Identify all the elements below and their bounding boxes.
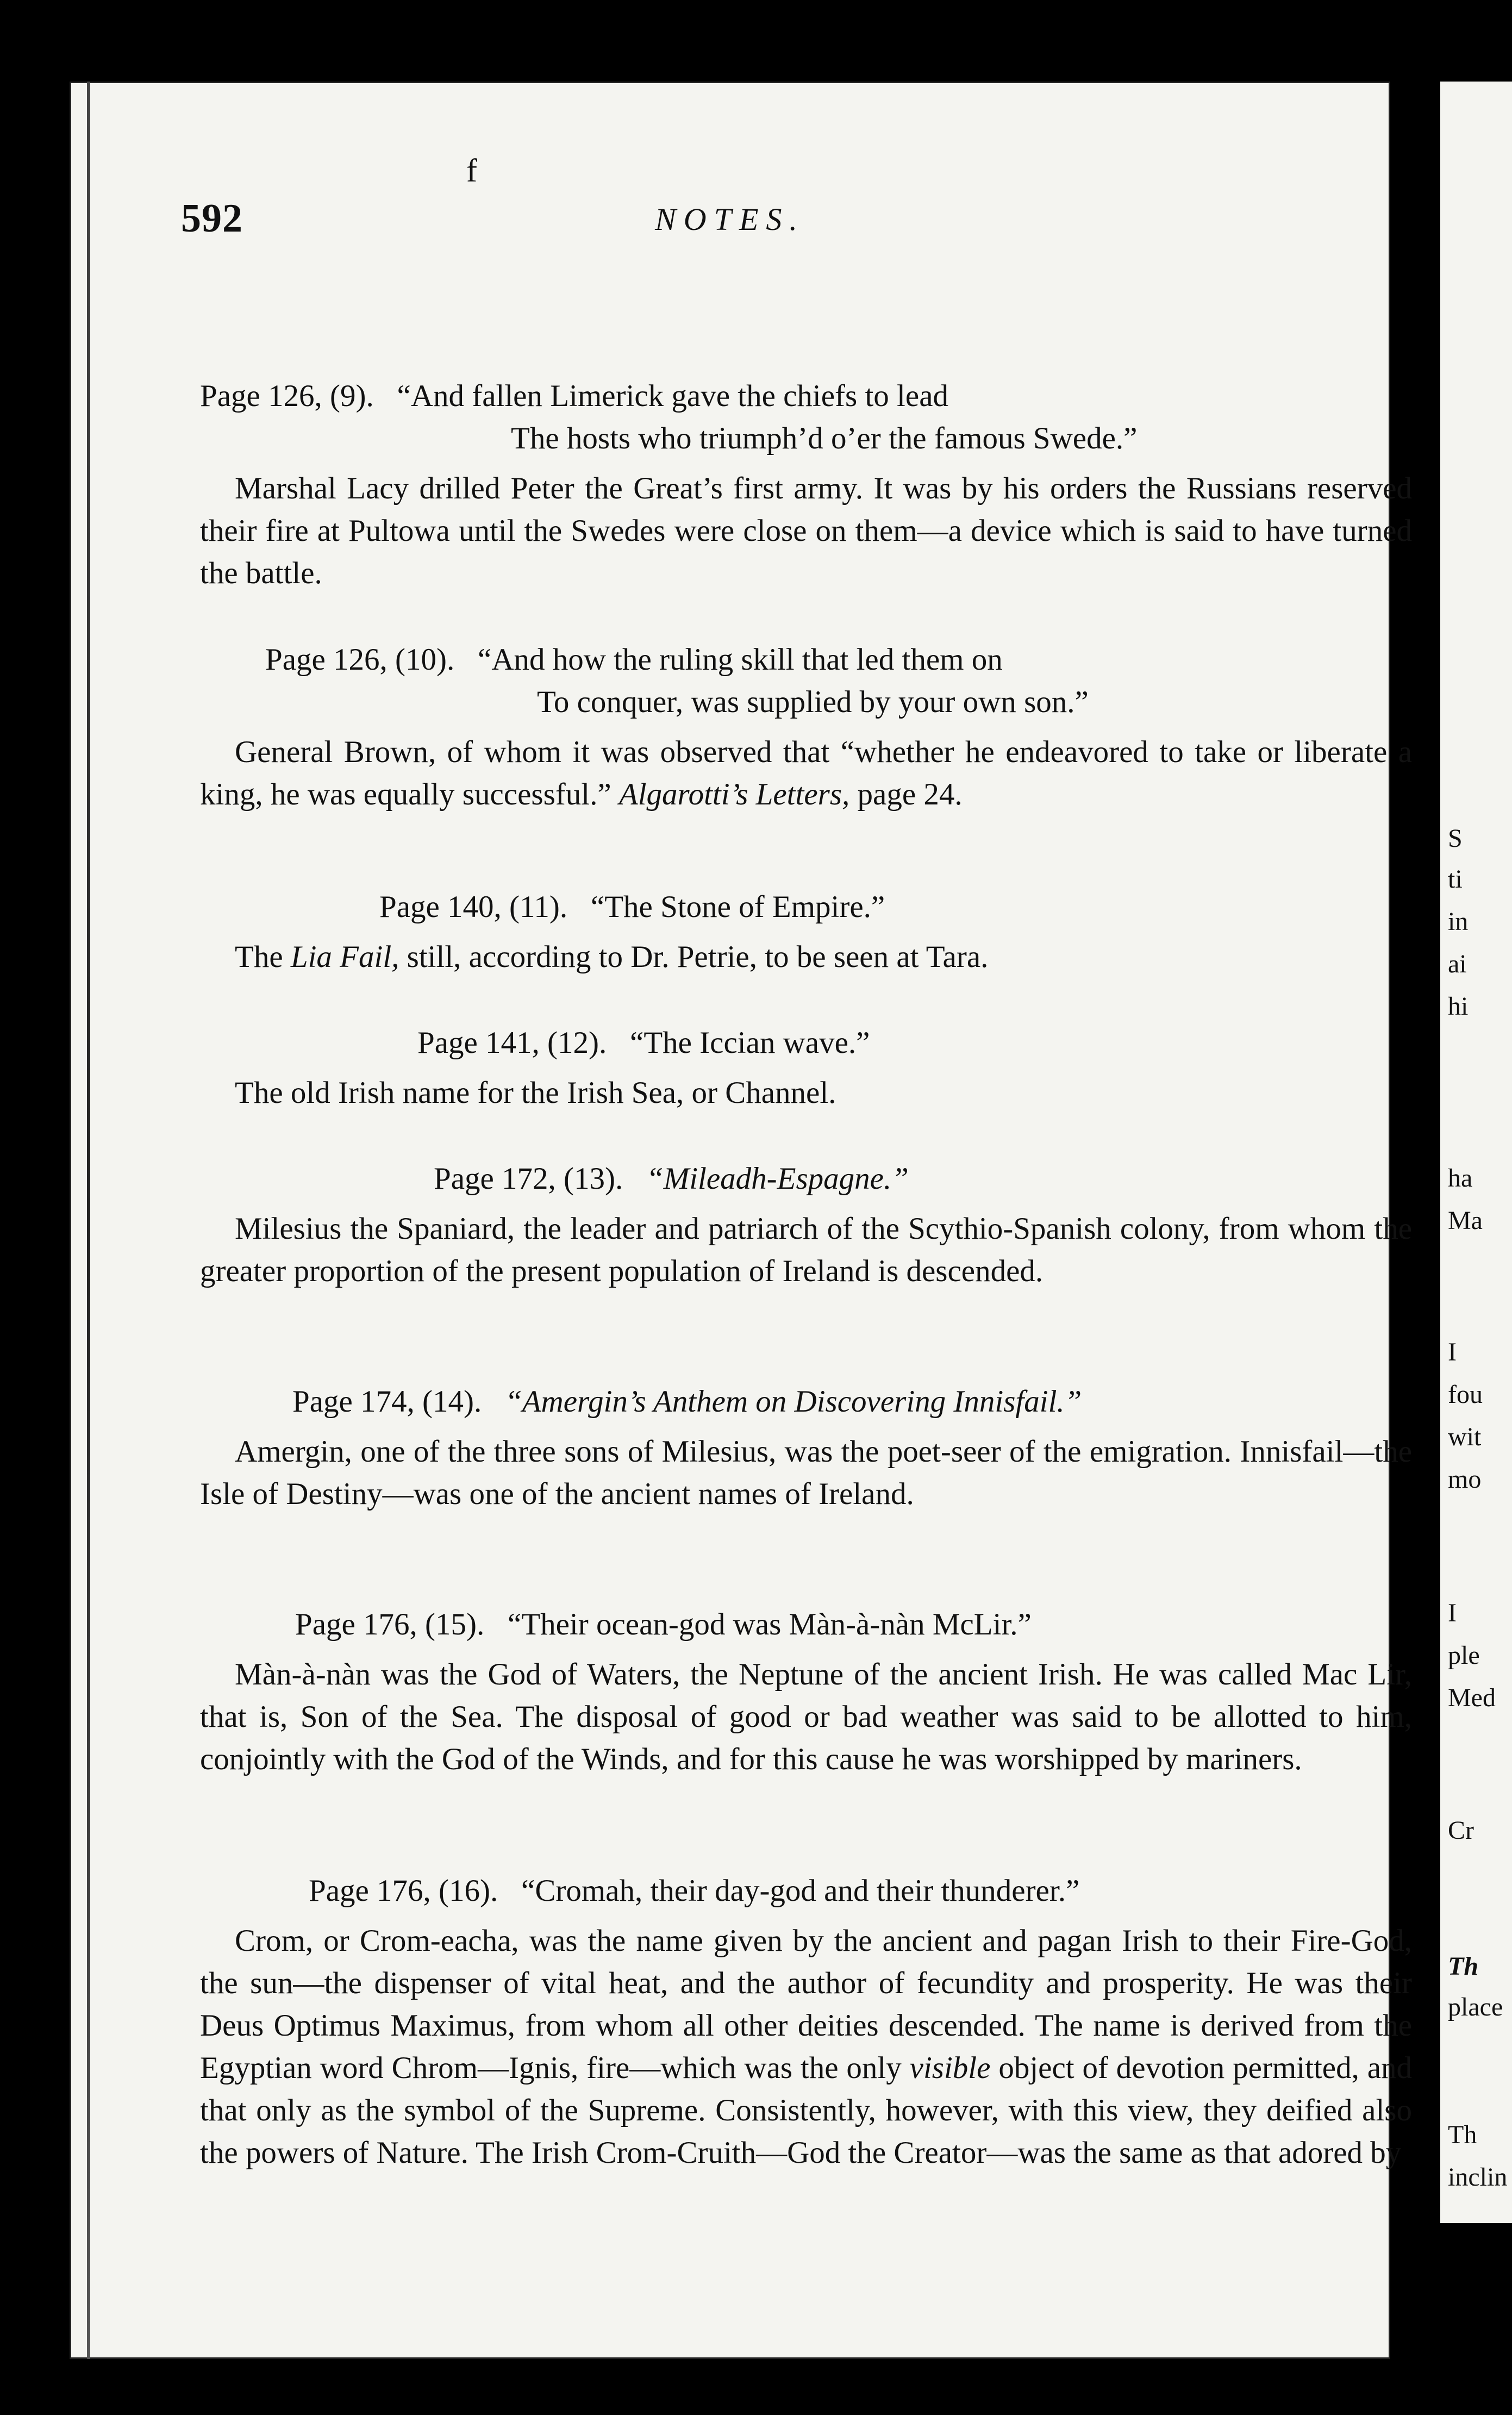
- note-9: [200, 375, 1412, 595]
- adjacent-fragment: wit: [1448, 1422, 1482, 1451]
- note-body: Milesius the Spaniard, the leader and patriarch of the Scythio-Spanish colony, from whom the greater proportion of the present population of Ireland is descended.: [200, 1212, 1412, 1288]
- adjacent-fragment: Ma: [1448, 1206, 1483, 1235]
- note-body: Màn-à-nàn was the God of Waters, the Neptune of the ancient Irish. He was called Mac Lir, that is, Son of the Sea. The disposal of good or bad weather was said to be allotted to him, conjointly with the God of the Winds, and for this cause he was worshipped by mariners.: [200, 1657, 1412, 1776]
- note-body-tail: object of devotion permitted, and that only as the symbol of the Supreme. Consistently, however, with this view, they deified also the powers of Nature. The Irish Crom-Cruith—God the Creator—was the same as that adored by: [200, 2051, 1412, 2170]
- note-heading: [200, 375, 1412, 417]
- note-11: [200, 886, 1412, 978]
- adjacent-fragment: fou: [1448, 1380, 1483, 1409]
- note-body-tail: still, according to Dr. Petrie, to be seen at Tara.: [407, 940, 989, 974]
- note-body: Marshal Lacy drilled Peter the Great’s first army. It was by his orders the Russians reserved their fire at Pultowa until the Swedes were close on them—a device which is said to have turned the battle.: [200, 471, 1412, 590]
- note-14: [200, 1381, 1412, 1515]
- note-ref: Page 174, (14).: [292, 1384, 482, 1419]
- note-quote: “Mileadh-Espagne.”: [646, 1162, 909, 1196]
- note-heading: [200, 1158, 1412, 1200]
- note-body: [200, 936, 1412, 978]
- adjacent-fragment: ti: [1448, 865, 1463, 894]
- adjacent-fragment: ple: [1448, 1641, 1480, 1670]
- note-emphasis: visible: [909, 2051, 991, 2085]
- running-head: NOTES.: [655, 202, 805, 237]
- note-body-text: Crom, or Crom-eacha, was the name given by the ancient and pagan Irish to their Fire-God, the sun—the dispenser of vital heat, and the author of fecundity and prosperity. He was their Deus Optimus Maximus, from whom all other deities descended. The name is derived from the Egyptian word Chrom—Ignis, fire—which was the only: [200, 1924, 1412, 2085]
- adjacent-fragment: Cr: [1448, 1816, 1474, 1845]
- note-ref: Page 176, (16).: [309, 1874, 498, 1908]
- note-quote-line: The hosts who triumph’d o’er the famous Swede.”: [511, 421, 1138, 455]
- adjacent-fragment: Th: [1448, 2120, 1477, 2149]
- adjacent-fragment: Med: [1448, 1683, 1496, 1712]
- note-quote: “Their ocean-god was Màn-à-nàn McLir.”: [508, 1607, 1032, 1642]
- note-13: [200, 1158, 1412, 1293]
- page-number: 592: [181, 196, 243, 241]
- note-heading: [200, 886, 1412, 928]
- note-body-tail: page 24.: [857, 777, 963, 812]
- adjacent-fragment: hi: [1448, 992, 1469, 1021]
- note-10: [200, 639, 1412, 816]
- adjacent-fragment: ai: [1448, 950, 1467, 978]
- note-ref: Page 140, (11).: [379, 890, 568, 924]
- note-quote: “Amergin’s Anthem on Discovering Innisfail.”: [505, 1384, 1082, 1419]
- note-quote: “The Stone of Empire.”: [590, 890, 885, 924]
- note-body: The old Irish name for the Irish Sea, or Channel.: [235, 1076, 836, 1110]
- note-citation: Algarotti’s Letters,: [618, 777, 850, 812]
- note-15: [200, 1603, 1412, 1781]
- stray-mark: f: [466, 153, 477, 189]
- note-body-text: General Brown, of whom it was observed that “whether he endeavored to take or liberate a king, he was equally successful.”: [200, 735, 1412, 812]
- adjacent-fragment: S: [1448, 824, 1463, 853]
- book-page: [70, 82, 1412, 2359]
- note-quote: “And fallen Limerick gave the chiefs to lead: [397, 379, 948, 413]
- note-ref: Page 172, (13).: [434, 1162, 623, 1196]
- note-ref: Page 141, (12).: [417, 1026, 607, 1060]
- adjacent-fragment: I: [1448, 1599, 1457, 1627]
- adjacent-fragment: ha: [1448, 1164, 1473, 1193]
- note-quote: “And how the ruling skill that led them on: [478, 642, 1003, 677]
- note-heading: [200, 1381, 1412, 1423]
- binding-gutter: [87, 82, 90, 2359]
- note-emphasis: Lia Fail,: [290, 940, 399, 974]
- adjacent-fragment: I: [1448, 1338, 1457, 1366]
- note-12: [200, 1022, 1412, 1114]
- note-ref: Page 126, (9).: [200, 379, 374, 413]
- note-body: Amergin, one of the three sons of Milesius, was the poet-seer of the emigration. Innisfail—the Isle of Destiny—was one of the ancient names of Ireland.: [200, 1434, 1412, 1511]
- note-quote: “The Iccian wave.”: [630, 1026, 870, 1060]
- adjacent-page-edge: [1440, 82, 1512, 2223]
- note-16: [200, 1870, 1412, 2174]
- note-ref: Page 126, (10).: [265, 642, 455, 677]
- note-heading: [200, 1603, 1412, 1646]
- adjacent-fragment: inclin: [1448, 2163, 1508, 2192]
- adjacent-fragment: mo: [1448, 1465, 1482, 1494]
- note-heading: [200, 1870, 1412, 1912]
- note-heading: [200, 639, 1412, 681]
- adjacent-fragment: Th: [1448, 1952, 1479, 1981]
- note-ref: Page 176, (15).: [295, 1607, 485, 1642]
- adjacent-fragment: in: [1448, 907, 1469, 936]
- adjacent-fragment: place: [1448, 1993, 1503, 2021]
- note-quote: “Cromah, their day-god and their thunderer.”: [521, 1874, 1080, 1908]
- note-body-text: The: [235, 940, 283, 974]
- note-body: [200, 1920, 1412, 2174]
- note-quote-line: To conquer, was supplied by your own son.”: [537, 685, 1089, 719]
- note-body: [200, 731, 1412, 816]
- note-heading: [200, 1022, 1412, 1064]
